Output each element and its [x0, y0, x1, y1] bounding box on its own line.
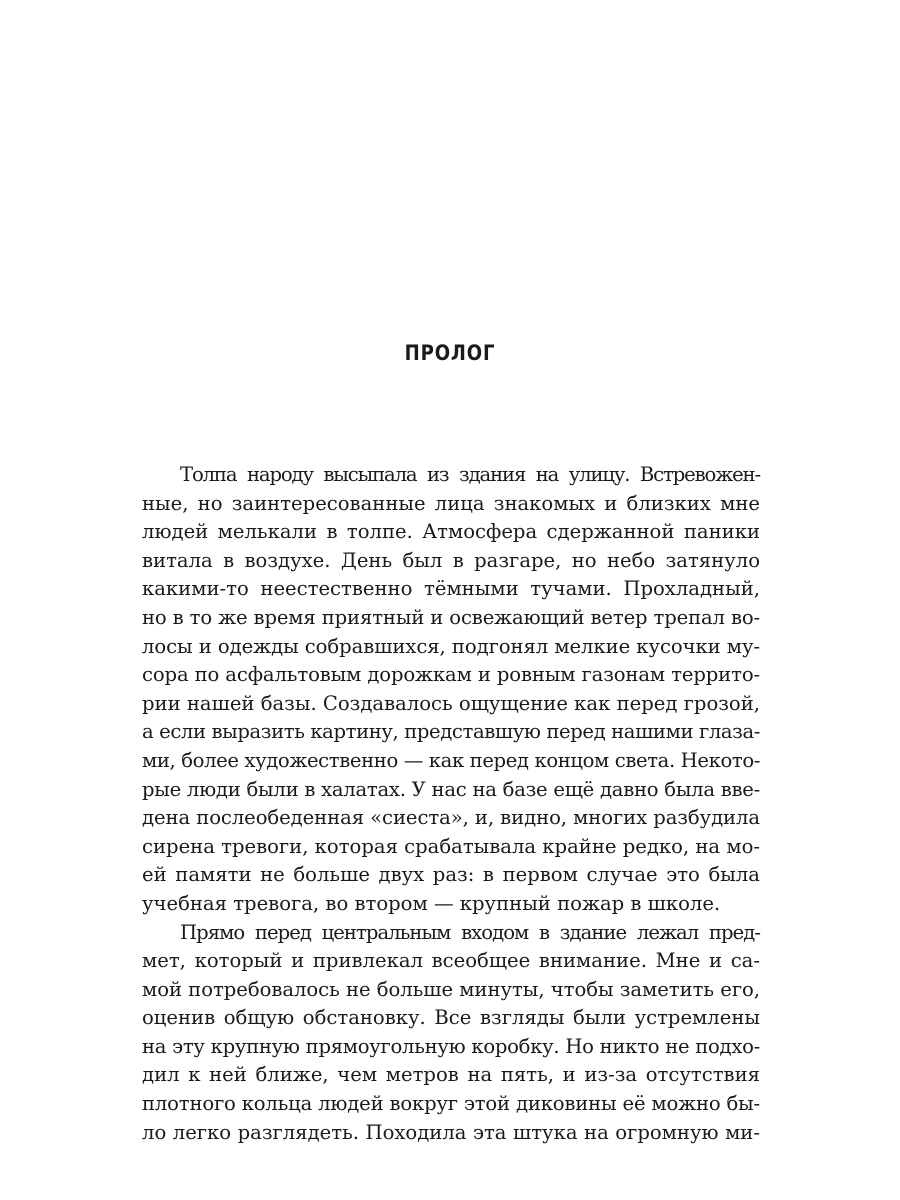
text-line: а если выразить картину, представшую перед нашими глаза-: [142, 720, 760, 744]
text-line: ми, более художественно — как перед концом света. Некото-: [142, 748, 760, 772]
text-line: оценив общую обстановку. Все взгляды были устремлены: [142, 1006, 760, 1030]
text-line: мой потребовалось не больше минуты, чтобы заметить его,: [142, 977, 760, 1001]
text-line: ные, но заинтересованные лица знакомых и близких мне: [142, 491, 760, 515]
chapter-title: ПРОЛОГ: [404, 341, 496, 365]
text-line: ло легко разглядеть. Походила эта штука на огромную ми-: [142, 1120, 760, 1144]
text-line: но в то же время приятный и освежающий ветер трепал во-: [142, 605, 760, 629]
body-text: [142, 461, 760, 1147]
text-line: витала в воздухе. День был в разгаре, но небо затянуло: [142, 548, 760, 572]
text-line: Прямо перед центральным входом в здание лежал пред-: [180, 920, 760, 944]
text-line: дил к ней ближе, чем метров на пять, и из-за отсутствия: [142, 1063, 760, 1087]
text-line: сирена тревоги, которая срабатывала крайне редко, на мо-: [142, 834, 760, 858]
text-line: какими-то неестественно тёмными тучами. Прохладный,: [142, 577, 760, 601]
text-line: ей памяти не больше двух раз: в первом случае это была: [142, 863, 760, 887]
text-line: лосы и одежды собравшихся, подгонял мелкие кусочки му-: [142, 634, 761, 658]
text-line: мет, который и привлекал всеобщее внимание. Мне и са-: [142, 949, 760, 973]
text-line: рые люди были в халатах. У нас на базе ещё давно была вве-: [142, 777, 760, 801]
text-line: учебная тревога, во втором — крупный пожар в школе.: [142, 891, 721, 915]
text-line: рии нашей базы. Создавалось ощущение как перед грозой,: [142, 691, 760, 715]
text-line: людей мелькали в толпе. Атмосфера сдержанной паники: [142, 520, 760, 544]
text-line: дена послеобеденная «сиеста», и, видно, многих разбудила: [142, 806, 760, 830]
text-line: Толпа народу высыпала из здания на улицу. Встревожен-: [180, 463, 760, 486]
text-line: плотного кольца людей вокруг этой диковины её можно бы-: [142, 1092, 760, 1116]
text-line: сора по асфальтовым дорожкам и ровным газонам террито-: [142, 663, 760, 687]
text-line: на эту крупную прямоугольную коробку. Но никто не подхо-: [142, 1034, 760, 1058]
